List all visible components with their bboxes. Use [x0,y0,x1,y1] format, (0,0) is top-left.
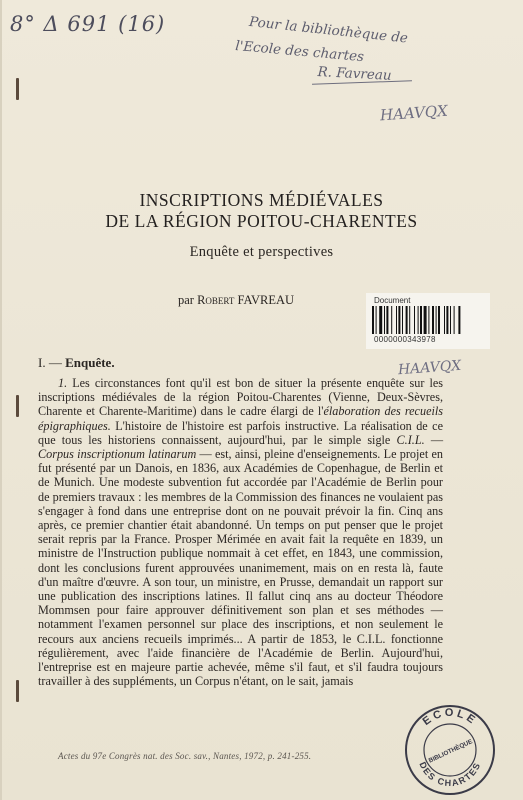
binding-stitch [16,78,19,100]
stamp-center-text: BIBLIOTHÈQUE [427,738,474,765]
paragraph-1 [38,376,443,688]
svg-text:DES CHARTES [417,760,482,788]
section-heading [38,355,115,371]
publication-footnote: Actes du 97e Congrès nat. des Soc. sav., Nantes, 1972, p. 241-255. [58,751,312,761]
paragraph-text: — est, ainsi, pleine d'enseignements. Le projet en fut présenté par un Danois, en 1836, aux Académies de Copenhague, de Berlin et de Munich. Une modeste subvention fut accordée par l'Académie de Berlin pour de premiers travaux : les membres de la Commission des finances ne voulaient pas s'engager à fond dans une entreprise dont on ne pouvait prévoir la fin. Cinq ans après, ce premier chantier était abandonné. Un temps on put penser que le projet serait repris par la France. Prosper Mérimée en avait fait la requête en 1839, un ministre de l'Instruction publique nommait à cet effet, en 1843, une commission, dont les conclusions furent approuvées unanimement, mais on en resta là, faute d'un maître d'œuvre. A son tour, un ministre, en Prusse, demandait un rapport sur une publication des inscriptions latines. Il fallut cinq ans au docteur Théodore Mommsen pour faire approuver définitivement son plan et ses méthodes — notamment l'examen personnel sur place des inscriptions, et non seulement le recours aux anciens recueils imprimés... A partir de 1853, le C.I.L. fonctionne régulièrement, avec l'aide financière de l'Académie de Berlin. Aujourd'hui, l'entreprise est en majeure partie achevée, même s'il faut, et s'il faudra toujours travailler à des suppléments, un Corpus n'étant, on le sait, jamais [38,447,443,689]
author-surname: FAVREAU [237,293,295,307]
section-title: Enquête. [65,355,115,370]
paragraph-text: L'histoire de l'histoire est parfois instructive. La réalisation de ce que tous les historiens connaissent, aujourd'hui, par le simple sigle [38,418,443,447]
paragraph-text: Les circonstances font qu'il est bon de situer la présente enquête sur les inscriptions médiévales de la région Poitou-Charentes (Vienne, Deux-Sèvres, Charente et Charente-Maritime) dans le cadre élargi de l' [38,376,443,419]
paragraph-number: 1. [58,376,68,390]
article-body [38,376,443,688]
barcode-number: 0000000343978 [374,335,436,344]
binding-stitch [16,680,19,702]
barcode-bars [372,306,486,334]
paragraph-italic-text: C.I.L. [396,432,425,447]
archive-code-annotation: HAAVQX [379,101,449,125]
dedication-line-2: l'Ecole des chartes [234,38,365,66]
author-byline [178,293,294,308]
binding-stitch [16,395,19,417]
author-signature: R. Favreau [317,64,392,84]
paragraph-italic-text: Corpus inscriptionum latinarum [38,447,197,462]
barcode-caption: Document [374,296,411,305]
shelfmark-annotation: 8° Δ 691 (16) [10,12,166,36]
stamp-top-text: ECOLE [420,706,480,728]
section-number: I. — [38,355,62,370]
page-binding-edge [0,0,2,800]
paragraph-text: — [424,432,444,447]
paragraph-italic-text: élaboration des recueils épigraphiques. [38,404,443,433]
article-title-line-2: DE LA RÉGION POITOU-CHARENTES [105,211,418,231]
barcode-label [366,293,490,349]
stamp-bottom-text: DES CHARTES [417,760,483,789]
archive-code-annotation-2: HAAVQX [397,357,462,379]
article-title-line-1: INSCRIPTIONS MÉDIÉVALES [139,190,384,210]
author-prefix: par [178,293,194,307]
author-first-name: Robert [197,293,235,307]
library-stamp [402,702,498,798]
article-subtitle: Enquête et perspectives [189,244,334,260]
dedication-line-1: Pour la bibliothèque de [248,14,409,47]
